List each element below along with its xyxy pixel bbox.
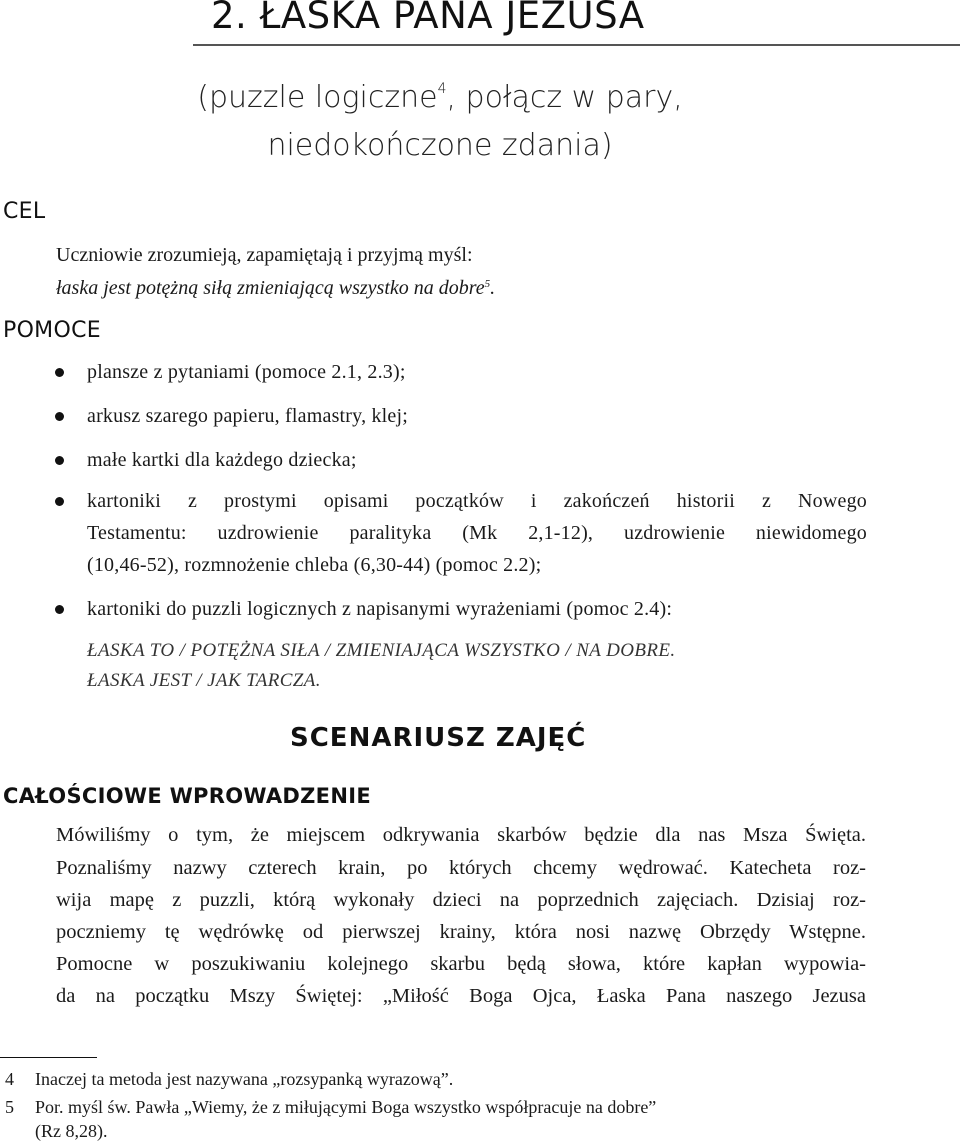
section-heading-intro: CAŁOŚCIOWE WPROWADZENIE <box>3 784 371 808</box>
footnote-number-4: 4 <box>5 1069 14 1089</box>
goal-period: . <box>490 277 496 299</box>
goal-text <box>56 241 916 303</box>
materials-item-4-line-1: kartoniki z prostymi opisami początków i zakończeń historii z Nowego <box>87 490 867 512</box>
materials-item-3: małe kartki dla każdego dziecka; <box>87 449 357 471</box>
footnote-ref-5: 5 <box>484 278 491 290</box>
intro-line-4: poczniemy tę wędrówkę od pierwszej krainy, która nosi nazwę Obrzędy Wstępne. <box>56 921 866 943</box>
intro-line-5: Pomocne w poszukiwaniu kolejnego skarbu będą słowa, które kapłan wypowia- <box>56 953 866 975</box>
materials-item-4-line-2: Testamentu: uzdrowienie paralityka (Mk 2,1-12), uzdrowienie niewidomego <box>87 522 867 544</box>
intro-line-6: da na początku Mszy Świętej: „Miłość Boga Ojca, Łaska Pana naszego Jezusa <box>56 985 866 1007</box>
puzzle-phrase-1: ŁASKA TO / POTĘŻNA SIŁA / ZMIENIAJĄCA WSZYSTKO / NA DOBRE. <box>87 640 676 661</box>
intro-line-2: Poznaliśmy nazwy czterech krain, po których chcemy wędrować. Katecheta roz- <box>56 857 866 879</box>
subtitle-text-a: (puzzle logiczne <box>197 80 438 115</box>
intro-line-1: Mówiliśmy o tym, że miejscem odkrywania skarbów będzie dla nas Msza Święta. <box>56 824 866 846</box>
bullet-icon <box>55 412 64 421</box>
scenario-heading: SCENARIUSZ ZAJĘĆ <box>290 723 587 753</box>
bullet-icon <box>55 497 64 506</box>
footnote-rule <box>0 1057 97 1058</box>
materials-item-4-line-3: (10,46-52), rozmnożenie chleba (6,30-44) (pomoc 2.2); <box>87 554 542 576</box>
subtitle-text-b: , połącz w pary, <box>446 80 683 115</box>
bullet-icon <box>55 368 64 377</box>
bullet-icon <box>55 605 64 614</box>
subtitle-line-2: niedokończone zdania) <box>267 128 613 163</box>
footnote-text-4: Inaczej ta metoda jest nazywana „rozsypanką wyrazową”. <box>35 1069 454 1089</box>
puzzle-phrase-2: ŁASKA JEST / JAK TARCZA. <box>87 670 321 691</box>
goal-thought: łaska jest potężną siłą zmieniającą wszystko na dobre <box>56 277 485 299</box>
bullet-icon <box>55 456 64 465</box>
materials-item-2: arkusz szarego papieru, flamastry, klej; <box>87 405 409 427</box>
footnote-text-5-cont: (Rz 8,28). <box>35 1121 108 1141</box>
goal-line-1: Uczniowie zrozumieją, zapamiętają i przyjmą myśl: <box>56 244 473 266</box>
goal-line-2 <box>56 270 916 303</box>
materials-item-1: plansze z pytaniami (pomoce 2.1, 2.3); <box>87 361 406 383</box>
subtitle-line-1 <box>150 80 730 115</box>
footnote-number-5: 5 <box>5 1097 14 1117</box>
chapter-title: 2. ŁASKA PANA JEZUSA <box>211 0 645 37</box>
materials-item-5: kartoniki do puzzli logicznych z napisanymi wyrażeniami (pomoc 2.4): <box>87 598 673 620</box>
section-heading-pomoce: POMOCE <box>3 318 101 343</box>
intro-line-3: wija mapę z puzzli, którą wykonały dzieci na poprzednich zajęciach. Dzisiaj roz- <box>56 889 866 911</box>
section-heading-cel: CEL <box>3 199 46 224</box>
footnote-ref-4: 4 <box>437 81 447 97</box>
footnote-text-5: Por. myśl św. Pawła „Wiemy, że z miłującymi Boga wszystko współpracuje na dobre” <box>35 1097 657 1117</box>
